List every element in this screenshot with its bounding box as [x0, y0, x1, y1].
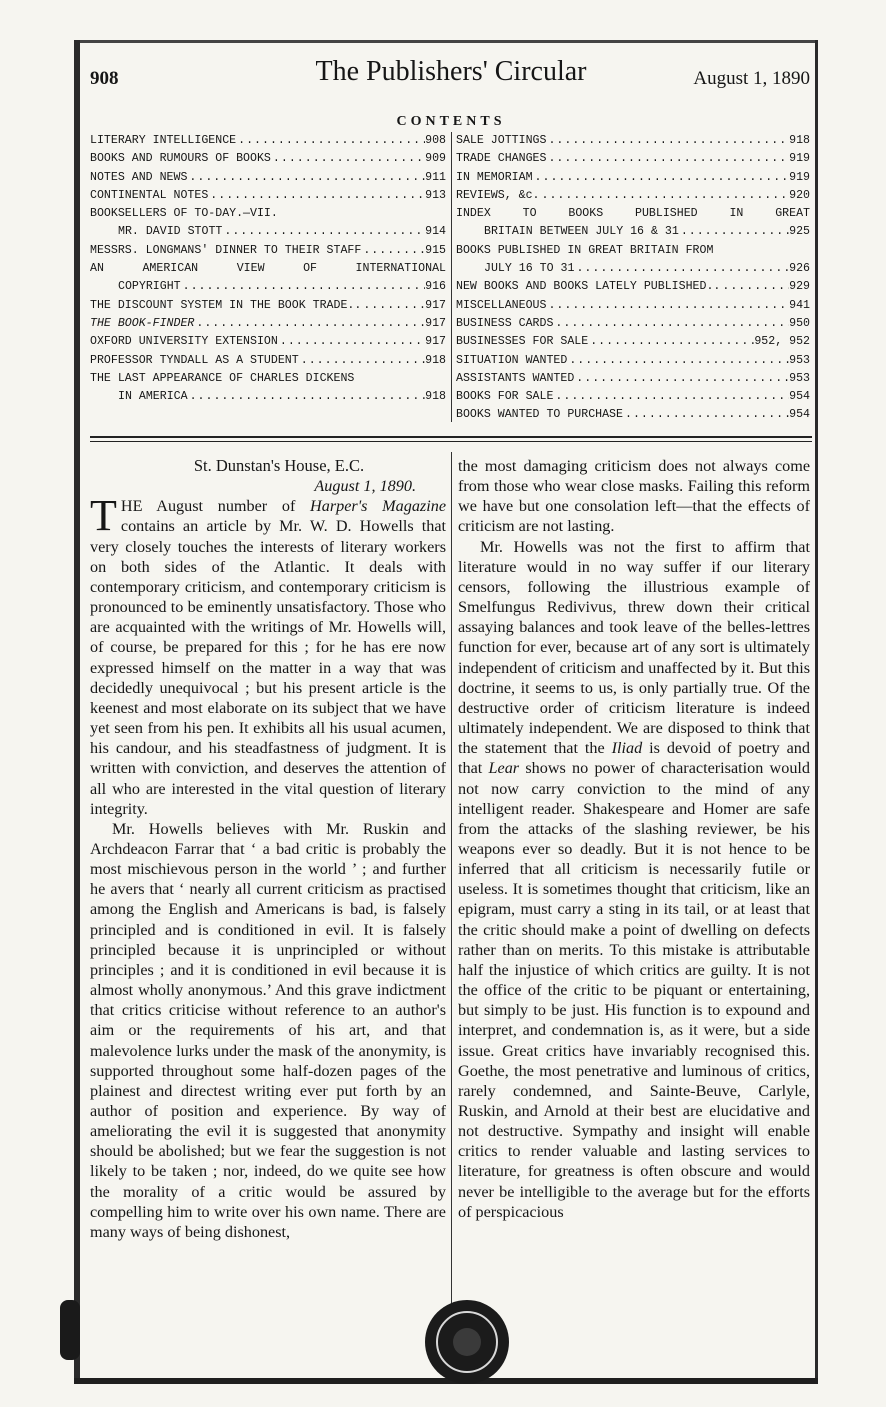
contents-right-column [456, 132, 810, 425]
toc-entry: IN MEMORIAM ..... 919 [456, 169, 810, 187]
binding-shadow [60, 1300, 80, 1360]
publication-title: The Publishers' Circular [315, 56, 587, 87]
drop-cap: T [90, 491, 117, 541]
toc-entry: MESSRS. LONGMANS' DINNER TO THEIR STAFF ..... 915 [90, 242, 446, 260]
toc-entry: BOOKS AND RUMOURS OF BOOKS ..... 909 [90, 150, 446, 168]
library-stamp-image [412, 1290, 522, 1390]
toc-entry: SALE JOTTINGS ..... 918 [456, 132, 810, 150]
article-paragraph: THE August number of Harper's Magazine contains an article by Mr. W. D. Howells that very closely touches the interests of literary workers on both sides of the Atlantic. It deals with contemporary criticism, and contemporary criticism is pronounced to be eminently unsatisfactory. Those who are acquainted with the writings of Mr. Howells will, of course, be prepared for this ; for he has ere now expressed himself on the matter in a way that was decidedly unequivocal ; but his present article is the keenest and most elaborate on its subject that we have yet seen from his pen. It exhibits all his usual acumen, his candour, and his steadfastness of judgment. It is written with conviction, and deserves the attention of all who are interested in the vital question of literary integrity. [90, 491, 447, 818]
section-rule [90, 441, 812, 442]
toc-entry: MISCELLANEOUS ..... 941 [456, 297, 810, 315]
contents-divider [451, 132, 452, 422]
toc-entry-head: BOOKS PUBLISHED IN GREAT BRITAIN FROM [456, 243, 714, 257]
toc-entry-head: THE LAST APPEARANCE OF CHARLES DICKENS [90, 371, 355, 385]
toc-entry: BUSINESSES FOR SALE ..... 952, 952 [456, 333, 810, 351]
toc-entry: PROFESSOR TYNDALL AS A STUDENT ..... 918 [90, 352, 446, 370]
article-paragraph: the most damaging criticism does not always come from those who wear close masks. Failing this reform we have but one consolation left—that the effects of criticism are not lasting. [458, 457, 810, 536]
column-divider [451, 452, 452, 1357]
page-border-top [74, 40, 818, 43]
toc-entry: THE DISCOUNT SYSTEM IN THE BOOK TRADE.. ..... 917 [90, 297, 446, 315]
article-address: St. Dunstan's House, E.C. [193, 456, 365, 475]
toc-entry: REVIEWS, &c. ..... 920 [456, 187, 810, 205]
toc-entry: BUSINESS CARDS ..... 950 [456, 315, 810, 333]
toc-entry: NEW BOOKS AND BOOKS LATELY PUBLISHED.. ..... 929 [456, 278, 810, 296]
toc-entry: ASSISTANTS WANTED ..... 953 [456, 370, 810, 388]
page-border-left [74, 40, 80, 1380]
toc-entry: MR. DAVID STOTT ..... 914 [90, 223, 446, 241]
toc-entry-head: BOOKSELLERS OF TO-DAY.—VII. [90, 207, 278, 221]
contents-heading: CONTENTS [396, 114, 506, 129]
issue-date: August 1, 1890 [693, 68, 810, 89]
article-paragraph: Mr. Howells was not the first to affirm that literature would in no way suffer if our literary censors, following the illustrious example of Smelfungus Redivivus, threw down their critical assaying balances and took leave of the belles-lettres function for ever, because art of any sort is ultimately independent of criticism and unaffected by it. But this doctrine, it seems to us, is only partially true. Of the destructive order of criticism literature is indeed ultimately independent. We are disposed to think that the statement that the Iliad is devoid of poetry and that Lear shows no power of characterisation would not now carry conviction to the mind of any intelligent reader. Shakespeare and Homer are safe from the attacks of the slashing reviewer, be his weapons ever so deadly. But it is not hence to be inferred that all criticism is necessarily futile or useless. It is sometimes thought that criticism, like an epigram, must carry a sting in its tail, or at least that the critic should make a point of dwelling on defects rather than on merits. To this mistake is attributable half the injustice of which critics are guilty. It is not the office of the critic to be piquant or entertaining, but simply to be just. His function is to expound and interpret, and condemnation is, as it were, but a side issue. Great critics have invariably recognised this. Goethe, the most penetrative and luminous of critics, rarely condemned, and Sainte-Beuve, Carlyle, Ruskin, and Arnold at their best are elucidative and not destructive. Sympathy and insight will enable critics to render valuable and lasting services to literature, for greatness is often obscure and would never be intelligible to the average but for the efforts of perspicacious [458, 537, 811, 1221]
section-rule [90, 436, 812, 438]
article-column-left [90, 456, 446, 1242]
toc-entry: BOOKS FOR SALE ..... 954 [456, 388, 810, 406]
toc-entry: LITERARY INTELLIGENCE ..... 908 [90, 132, 446, 150]
toc-entry-head: AN AMERICAN VIEW OF INTERNATIONAL [90, 262, 446, 276]
toc-entry: TRADE CHANGES ..... 919 [456, 150, 810, 168]
toc-entry: OXFORD UNIVERSITY EXTENSION ..... 917 [90, 333, 446, 351]
page-number: 908 [90, 68, 119, 89]
toc-entry: CONTINENTAL NOTES ..... 913 [90, 187, 446, 205]
article-paragraph: Mr. Howells believes with Mr. Ruskin and Archdeacon Farrar that ‘ a bad critic is probably the most mischievous person in the world ’ ; and further he avers that ‘ nearly all current criticism as practised among the English and Americans is bad, is falsely principled and is conditioned in evil. It is falsely principled because it is unprincipled or without principles ; and it is conditioned in evil because it is almost wholly anonymous.’ And this grave indictment that critics criticise without reference to an author's aim or the requirements of his art, and that malevolence lurks under the mask of the anonymity, is supported throughout some half-dozen pages of the plainest and directest writing ever put forth by an author of position and experience. By way of ameliorating the evil it is suggested that anonymity should be abolished; but we fear the suggestion is not likely to be taken ; nor, indeed, do we quite see how the morality of a critic would be assured by compelling him to write over his own name. There are many ways of being dishonest, [90, 819, 446, 1241]
toc-entry: THE BOOK-FINDER ..... 917 [90, 315, 446, 333]
page-border-right [815, 40, 818, 1380]
page-header [90, 56, 812, 96]
toc-entry: JULY 16 TO 31 ..... 926 [456, 260, 810, 278]
toc-entry-head: INDEX TO BOOKS PUBLISHED IN GREAT [456, 207, 810, 221]
article-column-right [458, 456, 810, 1222]
contents-left-column [90, 132, 446, 406]
toc-entry: NOTES AND NEWS ..... 911 [90, 169, 446, 187]
toc-entry: COPYRIGHT ..... 916 [90, 278, 446, 296]
toc-entry: IN AMERICA ..... 918 [90, 388, 446, 406]
toc-entry: SITUATION WANTED ..... 953 [456, 352, 810, 370]
article-dateline: August 1, 1890. [314, 477, 416, 496]
toc-entry: BOOKS WANTED TO PURCHASE ..... 954 [456, 406, 810, 424]
toc-entry: BRITAIN BETWEEN JULY 16 & 31 ..... 925 [456, 223, 810, 241]
